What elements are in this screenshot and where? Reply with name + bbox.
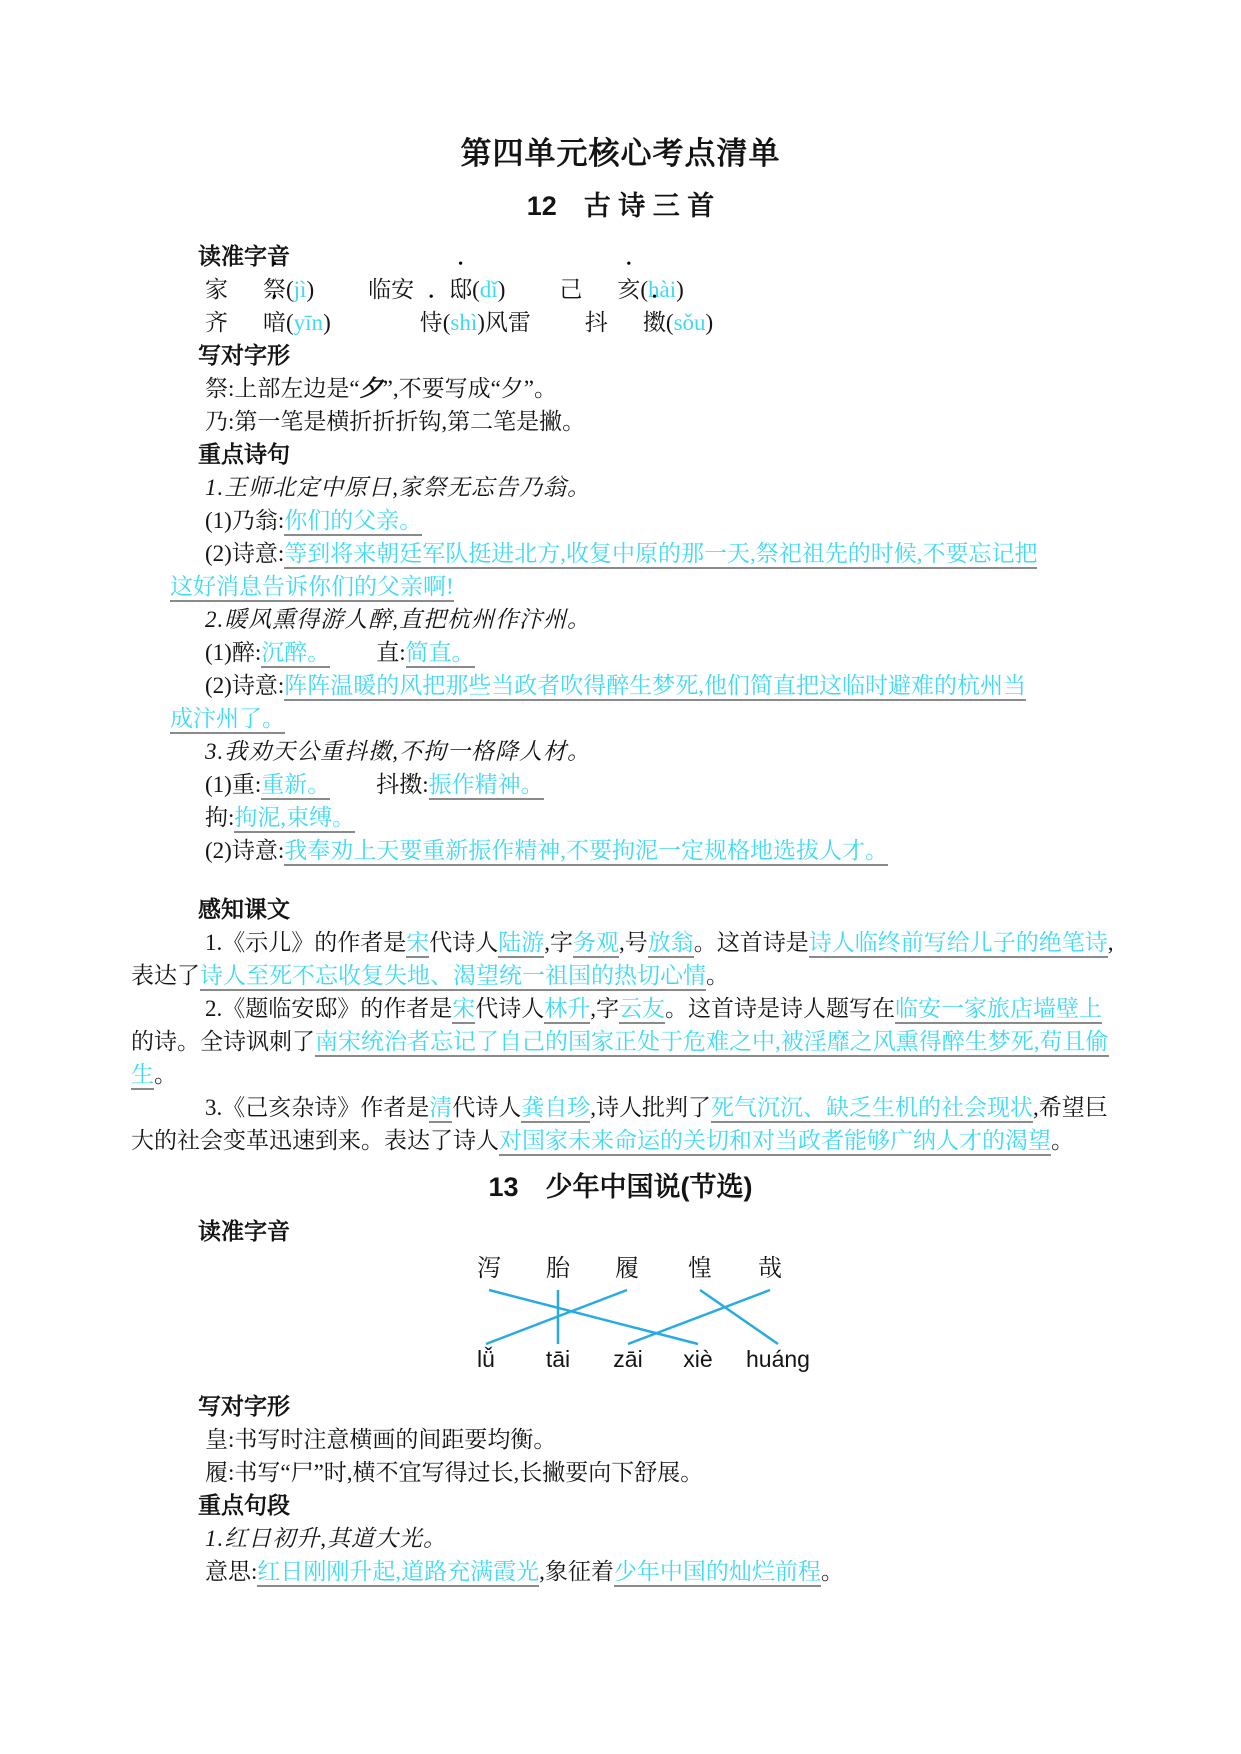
text-segment: (: [665, 310, 674, 335]
text-segment: ): [323, 310, 331, 335]
text-segment: 2.《题临安邸》的作者是: [205, 996, 453, 1021]
text-segment: ): [705, 310, 714, 335]
emphasized-char: 恃: [419, 310, 443, 335]
text-segment: 1.《示儿》的作者是: [205, 930, 407, 955]
text-segment: (2)诗意:: [205, 838, 285, 863]
poem-line-3: 3.我劝天公重抖擞,不拘一格降人材。: [205, 739, 591, 764]
answer-text: 少年中国的灿烂前程: [614, 1559, 821, 1587]
emphasized-char: 邸: [449, 277, 473, 302]
pinyin-text: shì: [450, 310, 478, 335]
text-segment: ,希望巨大的社会变革迅速到来。表达了诗人: [131, 1095, 1108, 1153]
answer-text: 临安一家旅店墙壁上: [895, 996, 1102, 1024]
match-line: [700, 1290, 778, 1344]
emphasized-char: 亥: [617, 277, 641, 302]
text-segment: 。这首诗是: [693, 930, 809, 955]
answer-text: 你们的父亲。: [284, 508, 422, 536]
text-segment: ): [676, 277, 684, 302]
text-segment: ): [497, 277, 506, 302]
passage-meaning-1: [170, 1555, 1048, 1588]
text-segment: (: [472, 277, 480, 302]
answer-text: 林升: [544, 996, 590, 1024]
text-segment: 。: [1051, 1128, 1074, 1153]
text-segment: 履:书写“尸”时,横不宜写得过长,长撇要向下舒展。: [205, 1460, 704, 1485]
lesson13-heading: 13 少年中国说(节选): [488, 1172, 753, 1202]
text-segment: ,字: [544, 930, 573, 955]
emphasized-char: 祭: [263, 277, 286, 302]
section-header-read-pronunciation-13: 读准字音: [198, 1218, 290, 1244]
perceive-paragraph-3: [131, 1091, 1115, 1157]
text-segment: (2)诗意:: [205, 673, 285, 698]
text-segment: 3.《己亥杂诗》作者是: [205, 1095, 430, 1120]
match-line: [628, 1290, 770, 1344]
note-2-1: [170, 636, 1048, 669]
match-connection-lines: [170, 1254, 1048, 1382]
poem-line-1: 1.王师北定中原日,家祭无忘告乃翁。: [205, 475, 591, 500]
perceive-paragraph-1: [131, 926, 1115, 992]
pinyin-text: sǒu: [673, 310, 706, 335]
glyph-note-ji: [170, 372, 1048, 405]
page-title: 第四单元核心考点清单: [460, 136, 781, 171]
text-segment: (1)醉:: [205, 640, 262, 665]
note-1-1: [170, 504, 1048, 537]
answer-text: 诗人临终前写给儿子的绝笔诗: [809, 930, 1108, 958]
match-character: 哉: [758, 1256, 782, 1282]
text-segment: ,字: [590, 996, 619, 1021]
answer-text: 宋: [406, 930, 429, 958]
answer-text: 诗人至死不忘收复失地、渴望统一祖国的热切心情: [200, 963, 706, 991]
pinyin-text: dǐ: [479, 277, 498, 302]
text-segment: ,表达了: [131, 930, 1114, 988]
text-segment: (: [442, 310, 451, 335]
pinyin-match-exercise: [170, 1254, 1048, 1382]
text-segment: 代诗人: [475, 996, 545, 1021]
answer-text: 死气沉沉、缺乏生机的社会现状: [711, 1095, 1033, 1123]
text-segment: 。: [706, 963, 729, 988]
answer-text: 务观: [573, 930, 619, 958]
lesson13-content: [170, 1215, 1048, 1588]
answer-text: 宋: [452, 996, 475, 1024]
section-header-key-passages: 重点句段: [198, 1492, 290, 1518]
text-segment: 代诗人: [429, 930, 499, 955]
text-segment: 夕: [359, 376, 383, 401]
text-segment: 代诗人: [452, 1095, 522, 1120]
answer-text: 我奉劝上天要重新振作精神,不要拘泥一定规格地选拔人才。: [284, 838, 888, 866]
match-pinyin: huáng: [746, 1346, 810, 1372]
match-pinyin: lǚ: [477, 1346, 495, 1372]
answer-text: 红日刚刚升起,道路充满霞光: [257, 1559, 539, 1587]
section-header-write-characters-13: 写对字形: [198, 1393, 290, 1419]
text-segment: ,象征着: [539, 1559, 614, 1584]
answer-text: 云友: [619, 996, 665, 1024]
answer-text: 龚自珍: [521, 1095, 590, 1123]
note-3-2: [170, 801, 1048, 834]
section-header-key-poem-lines: 重点诗句: [198, 441, 290, 467]
text-segment: 临安: [368, 277, 415, 302]
match-pinyin: zāi: [613, 1346, 643, 1372]
match-character: 惶: [688, 1256, 712, 1282]
text-segment: ): [306, 277, 315, 302]
answer-text: 放翁: [648, 930, 694, 958]
text-segment: 家: [205, 277, 228, 302]
answer-text: 沉醉。: [261, 640, 330, 668]
glyph-note-nai: [170, 405, 1048, 438]
text-segment: 。这首诗是诗人题写在: [665, 996, 895, 1021]
glyph-note-lyu: [170, 1456, 1048, 1489]
text-segment: 皇:书写时注意横画的间距要均衡。: [205, 1427, 557, 1452]
answer-text: 振作精神。: [429, 772, 544, 800]
text-segment: 己: [559, 277, 583, 302]
lesson12-heading: 12 古 诗 三 首: [526, 191, 715, 221]
note-2-2: [170, 669, 1048, 735]
answer-text: 对国家未来命运的关切和对当政者能够广纳人才的渴望: [499, 1128, 1051, 1156]
note-3-3: [170, 834, 1048, 867]
answer-text: 拘泥,束缚。: [234, 805, 355, 833]
text-segment: (1)重:: [205, 772, 262, 797]
note-3-1: [170, 768, 1048, 801]
section-header-read-pronunciation: 读准字音: [198, 243, 290, 269]
answer-text: 陆游: [498, 930, 544, 958]
pinyin-text: yīn: [293, 310, 324, 335]
match-character: 泻: [477, 1256, 501, 1282]
text-segment: 直:: [376, 640, 406, 665]
match-pinyin: xiè: [683, 1346, 713, 1372]
text-segment: 。: [820, 1559, 844, 1584]
text-segment: 意思:: [205, 1559, 258, 1584]
text-segment: )风雷: [477, 310, 531, 335]
answer-text: 等到将来朝廷军队挺进北方,收复中原的那一天,祭祀祖先的时候,不要忘记把这好消息告诉你们的父亲啊!: [170, 541, 1037, 602]
answer-text: 阵阵温暖的风把那些当政者吹得醉生梦死,他们简直把这临时避难的杭州当成汴州了。: [170, 673, 1026, 734]
text-segment: (: [286, 277, 294, 302]
text-segment: ,诗人批判了: [590, 1095, 711, 1120]
text-segment: 齐: [205, 310, 228, 335]
section-header-perceive-text: 感知课文: [198, 896, 290, 922]
text-segment: (: [286, 310, 294, 335]
text-segment: 抖: [584, 310, 608, 335]
match-line: [486, 1290, 627, 1344]
pinyin-text: hài: [648, 277, 677, 302]
answer-text: 清: [429, 1095, 452, 1123]
lesson12-perception-content: [131, 893, 1115, 1157]
answer-text: 南宋统治者忘记了自己的国家正处于危难之中,被淫靡之风熏得醉生梦死,苟且偷生: [131, 1029, 1109, 1090]
pinyin-row-1: [170, 273, 1048, 306]
text-segment: 抖擞:: [376, 772, 429, 797]
text-segment: ,号: [619, 930, 648, 955]
text-segment: 乃:第一笔是横折折折钩,第二笔是撇。: [205, 409, 586, 434]
lesson12-content: [170, 240, 1048, 867]
text-segment: (1)乃翁:: [205, 508, 285, 533]
poem-line-2: 2.暖风熏得游人醉,直把杭州作汴州。: [205, 607, 591, 632]
match-character: 履: [615, 1256, 639, 1282]
text-segment: 的诗。全诗讽刺了: [131, 1029, 315, 1054]
text-segment: (: [640, 277, 649, 302]
answer-text: 简直。: [406, 640, 475, 668]
glyph-note-huang: [170, 1423, 1048, 1456]
match-pinyin: tāi: [545, 1346, 571, 1372]
answer-text: 重新。: [261, 772, 330, 800]
emphasized-char: 喑: [263, 310, 286, 335]
text-segment: 祭:上部左边是“: [205, 376, 360, 401]
text-segment: 拘:: [205, 805, 235, 830]
passage-line-1: 1.红日初升,其道大光。: [205, 1526, 447, 1551]
section-header-write-characters: 写对字形: [198, 342, 290, 368]
perceive-paragraph-2: [131, 992, 1115, 1091]
emphasized-char: 擞: [642, 310, 666, 335]
match-character: 胎: [546, 1256, 570, 1282]
pinyin-row-2: [170, 306, 1048, 339]
text-segment: (2)诗意:: [205, 541, 285, 566]
pinyin-text: jì: [293, 277, 307, 302]
match-line: [489, 1290, 698, 1344]
note-1-2: [170, 537, 1048, 603]
text-segment: ”,不要写成“夕”。: [382, 376, 557, 401]
text-segment: 。: [154, 1062, 177, 1087]
